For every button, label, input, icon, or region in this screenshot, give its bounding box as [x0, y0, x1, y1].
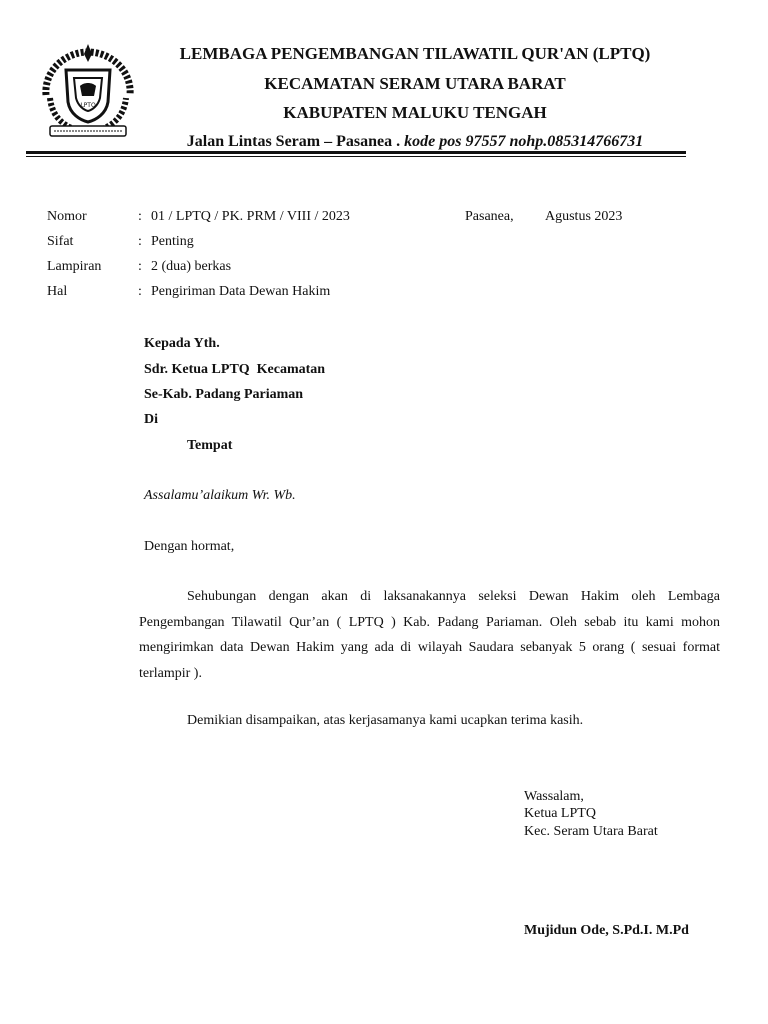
signature-valediction: Wassalam,	[524, 789, 584, 804]
letter-date: Agustus 2023	[545, 209, 623, 224]
recipient-line-3: Se-Kab. Padang Pariaman	[144, 387, 304, 402]
sifat-value: Penting	[151, 234, 194, 249]
lptq-emblem-logo	[36, 40, 140, 144]
address-contact: kode pos 97557 nohp.085314766731	[404, 133, 644, 150]
letterhead-rule-thin	[26, 156, 686, 157]
recipient-line-2: Sdr. Ketua LPTQ Kecamatan	[144, 362, 326, 377]
hal-value: Pengiriman Data Dewan Hakim	[151, 284, 331, 299]
letterhead-rule-thick	[26, 151, 686, 154]
lampiran-separator: :	[138, 259, 142, 274]
recipient-line-4: Di	[144, 412, 158, 427]
lampiran-value: 2 (dua) berkas	[151, 259, 232, 274]
signer-name: Mujidun Ode, S.Pd.I. M.Pd	[524, 923, 689, 938]
sifat-separator: :	[138, 234, 142, 249]
hal-label: Hal	[47, 284, 68, 299]
recipient-line-5: Tempat	[187, 438, 233, 453]
letterhead-address	[150, 133, 680, 151]
letter-place: Pasanea,	[465, 209, 514, 224]
nomor-separator: :	[138, 209, 142, 224]
signature-position: Ketua LPTQ	[524, 806, 596, 821]
svg-text:LPTQ: LPTQ	[80, 102, 96, 109]
closing-sentence: Demikian disampaikan, atas kerjasamanya kami ucapkan terima kasih.	[187, 713, 584, 728]
letterhead-district: KECAMATAN SERAM UTARA BARAT	[264, 74, 566, 93]
salutation: Assalamu’alaikum Wr. Wb.	[144, 488, 296, 503]
lampiran-label: Lampiran	[47, 259, 102, 274]
nomor-label: Nomor	[47, 209, 87, 224]
signature-office: Kec. Seram Utara Barat	[524, 824, 658, 839]
letterhead-regency: KABUPATEN MALUKU TENGAH	[283, 103, 547, 122]
letterhead-title: LEMBAGA PENGEMBANGAN TILAWATIL QUR'AN (LPTQ)	[179, 44, 651, 63]
sifat-label: Sifat	[47, 234, 74, 249]
nomor-value: 01 / LPTQ / PK. PRM / VIII / 2023	[151, 209, 350, 224]
greeting: Dengan hormat,	[144, 539, 235, 554]
hal-separator: :	[138, 284, 142, 299]
recipient-line-1: Kepada Yth.	[144, 336, 220, 351]
address-street: Jalan Lintas Seram – Pasanea .	[186, 133, 405, 150]
body-paragraph: Sehubungan dengan akan di laksanakannya seleksi Dewan Hakim oleh Lembaga Pengembangan Tilawatil Qur’an ( LPTQ ) Kab. Padang Pariaman. Oleh sebab itu kami mohon mengirimkan data Dewan Hakim yang ada di wilayah Saudara sebanyak 5 orang ( sesuai format terlampir ).	[139, 589, 720, 681]
